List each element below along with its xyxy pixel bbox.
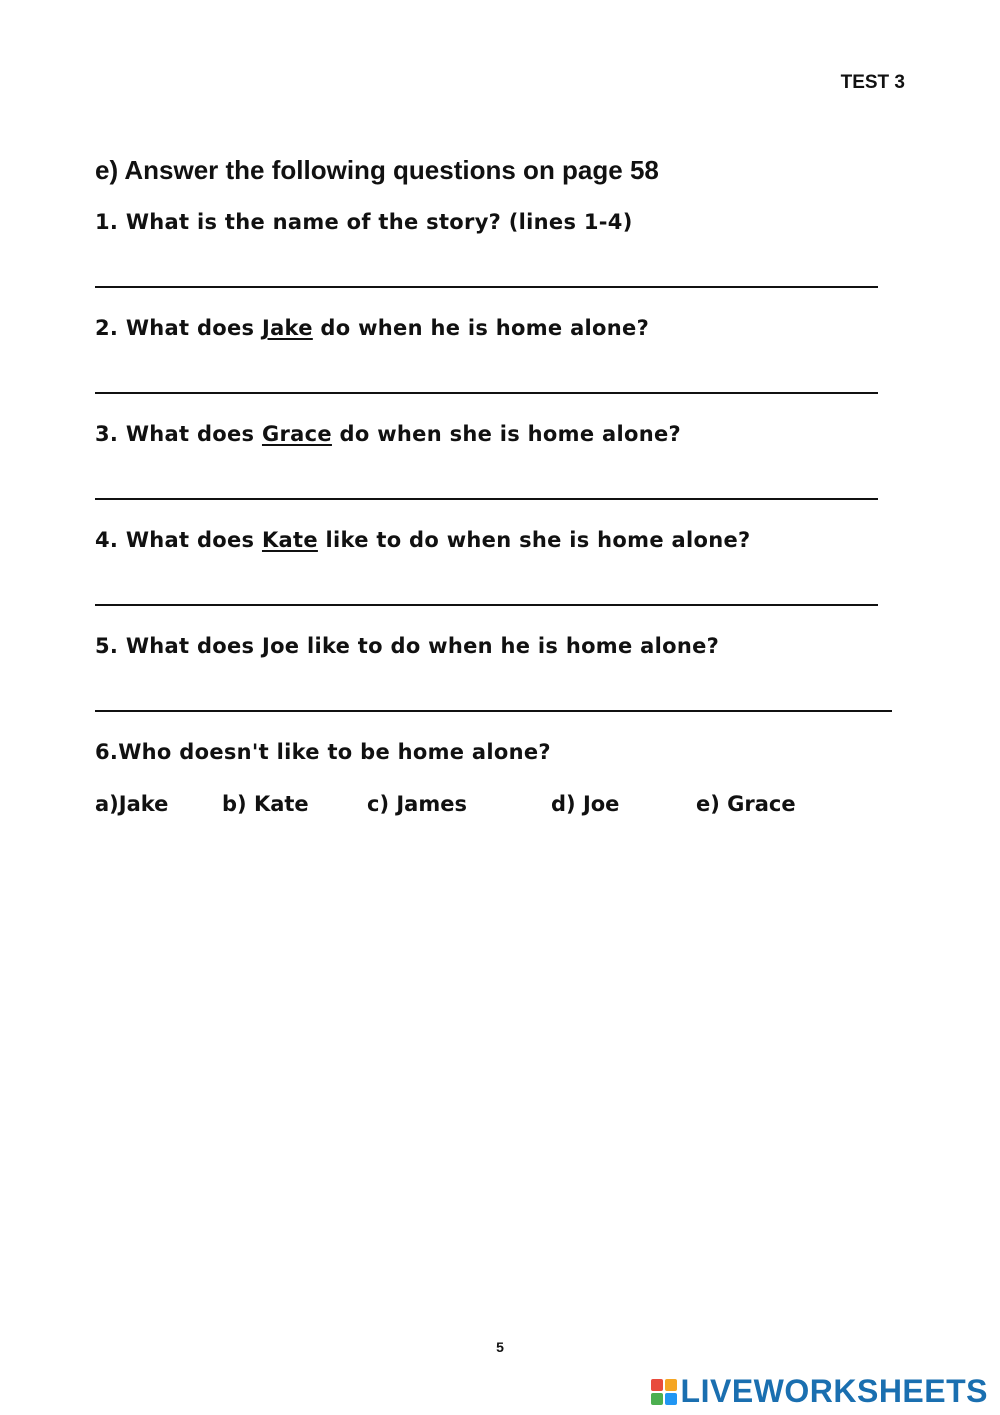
test-label: TEST 3 [840, 72, 905, 93]
logo-square-blue [665, 1393, 677, 1405]
brand-name: LIVEWORKSHEETS [680, 1373, 988, 1409]
option-d[interactable]: d) Joe [551, 792, 620, 816]
question-text: What does Joe like to do when he is home alone? [118, 634, 720, 658]
question-text: What is the name of the story? (lines 1-4) [118, 210, 633, 234]
question-3 [95, 422, 681, 446]
question-number: 1. [95, 210, 119, 234]
question-text-end: do when he is home alone? [312, 316, 650, 340]
liveworksheets-brand[interactable] [651, 1373, 988, 1410]
question-number: 4. [95, 528, 119, 552]
question-text-end: do when she is home alone? [331, 422, 681, 446]
logo-square-orange [665, 1379, 677, 1391]
answer-line-5[interactable] [95, 710, 892, 712]
question-text: What does [118, 422, 262, 446]
question-number: 5. [95, 634, 119, 658]
question-6 [95, 740, 551, 764]
answer-line-3[interactable] [95, 498, 878, 500]
option-e[interactable]: e) Grace [696, 792, 796, 816]
question-text-end: like to do when she is home alone? [317, 528, 751, 552]
section-heading: e) Answer the following questions on page 58 [95, 155, 659, 185]
question-number: 2. [95, 316, 119, 340]
answer-options [95, 792, 895, 822]
question-text: What does [118, 316, 262, 340]
option-c[interactable]: c) James [367, 792, 467, 816]
question-underlined-name: Jake [261, 316, 313, 340]
question-4 [95, 528, 750, 552]
question-underlined-name: Grace [261, 422, 332, 446]
question-text: What does [118, 528, 262, 552]
question-underlined-name: Kate [261, 528, 318, 552]
answer-line-4[interactable] [95, 604, 878, 606]
question-1 [95, 210, 633, 234]
option-b[interactable]: b) Kate [222, 792, 309, 816]
option-a[interactable]: a)Jake [95, 792, 169, 816]
logo-square-red [651, 1379, 663, 1391]
page-number: 5 [496, 1339, 504, 1355]
question-text: Who doesn't like to be home alone? [118, 740, 551, 764]
question-5 [95, 634, 719, 658]
question-number: 3. [95, 422, 119, 446]
answer-line-1[interactable] [95, 286, 878, 288]
question-number: 6. [95, 740, 119, 764]
answer-line-2[interactable] [95, 392, 878, 394]
logo-square-green [651, 1393, 663, 1405]
question-2 [95, 316, 649, 340]
liveworksheets-logo-icon [651, 1379, 677, 1405]
